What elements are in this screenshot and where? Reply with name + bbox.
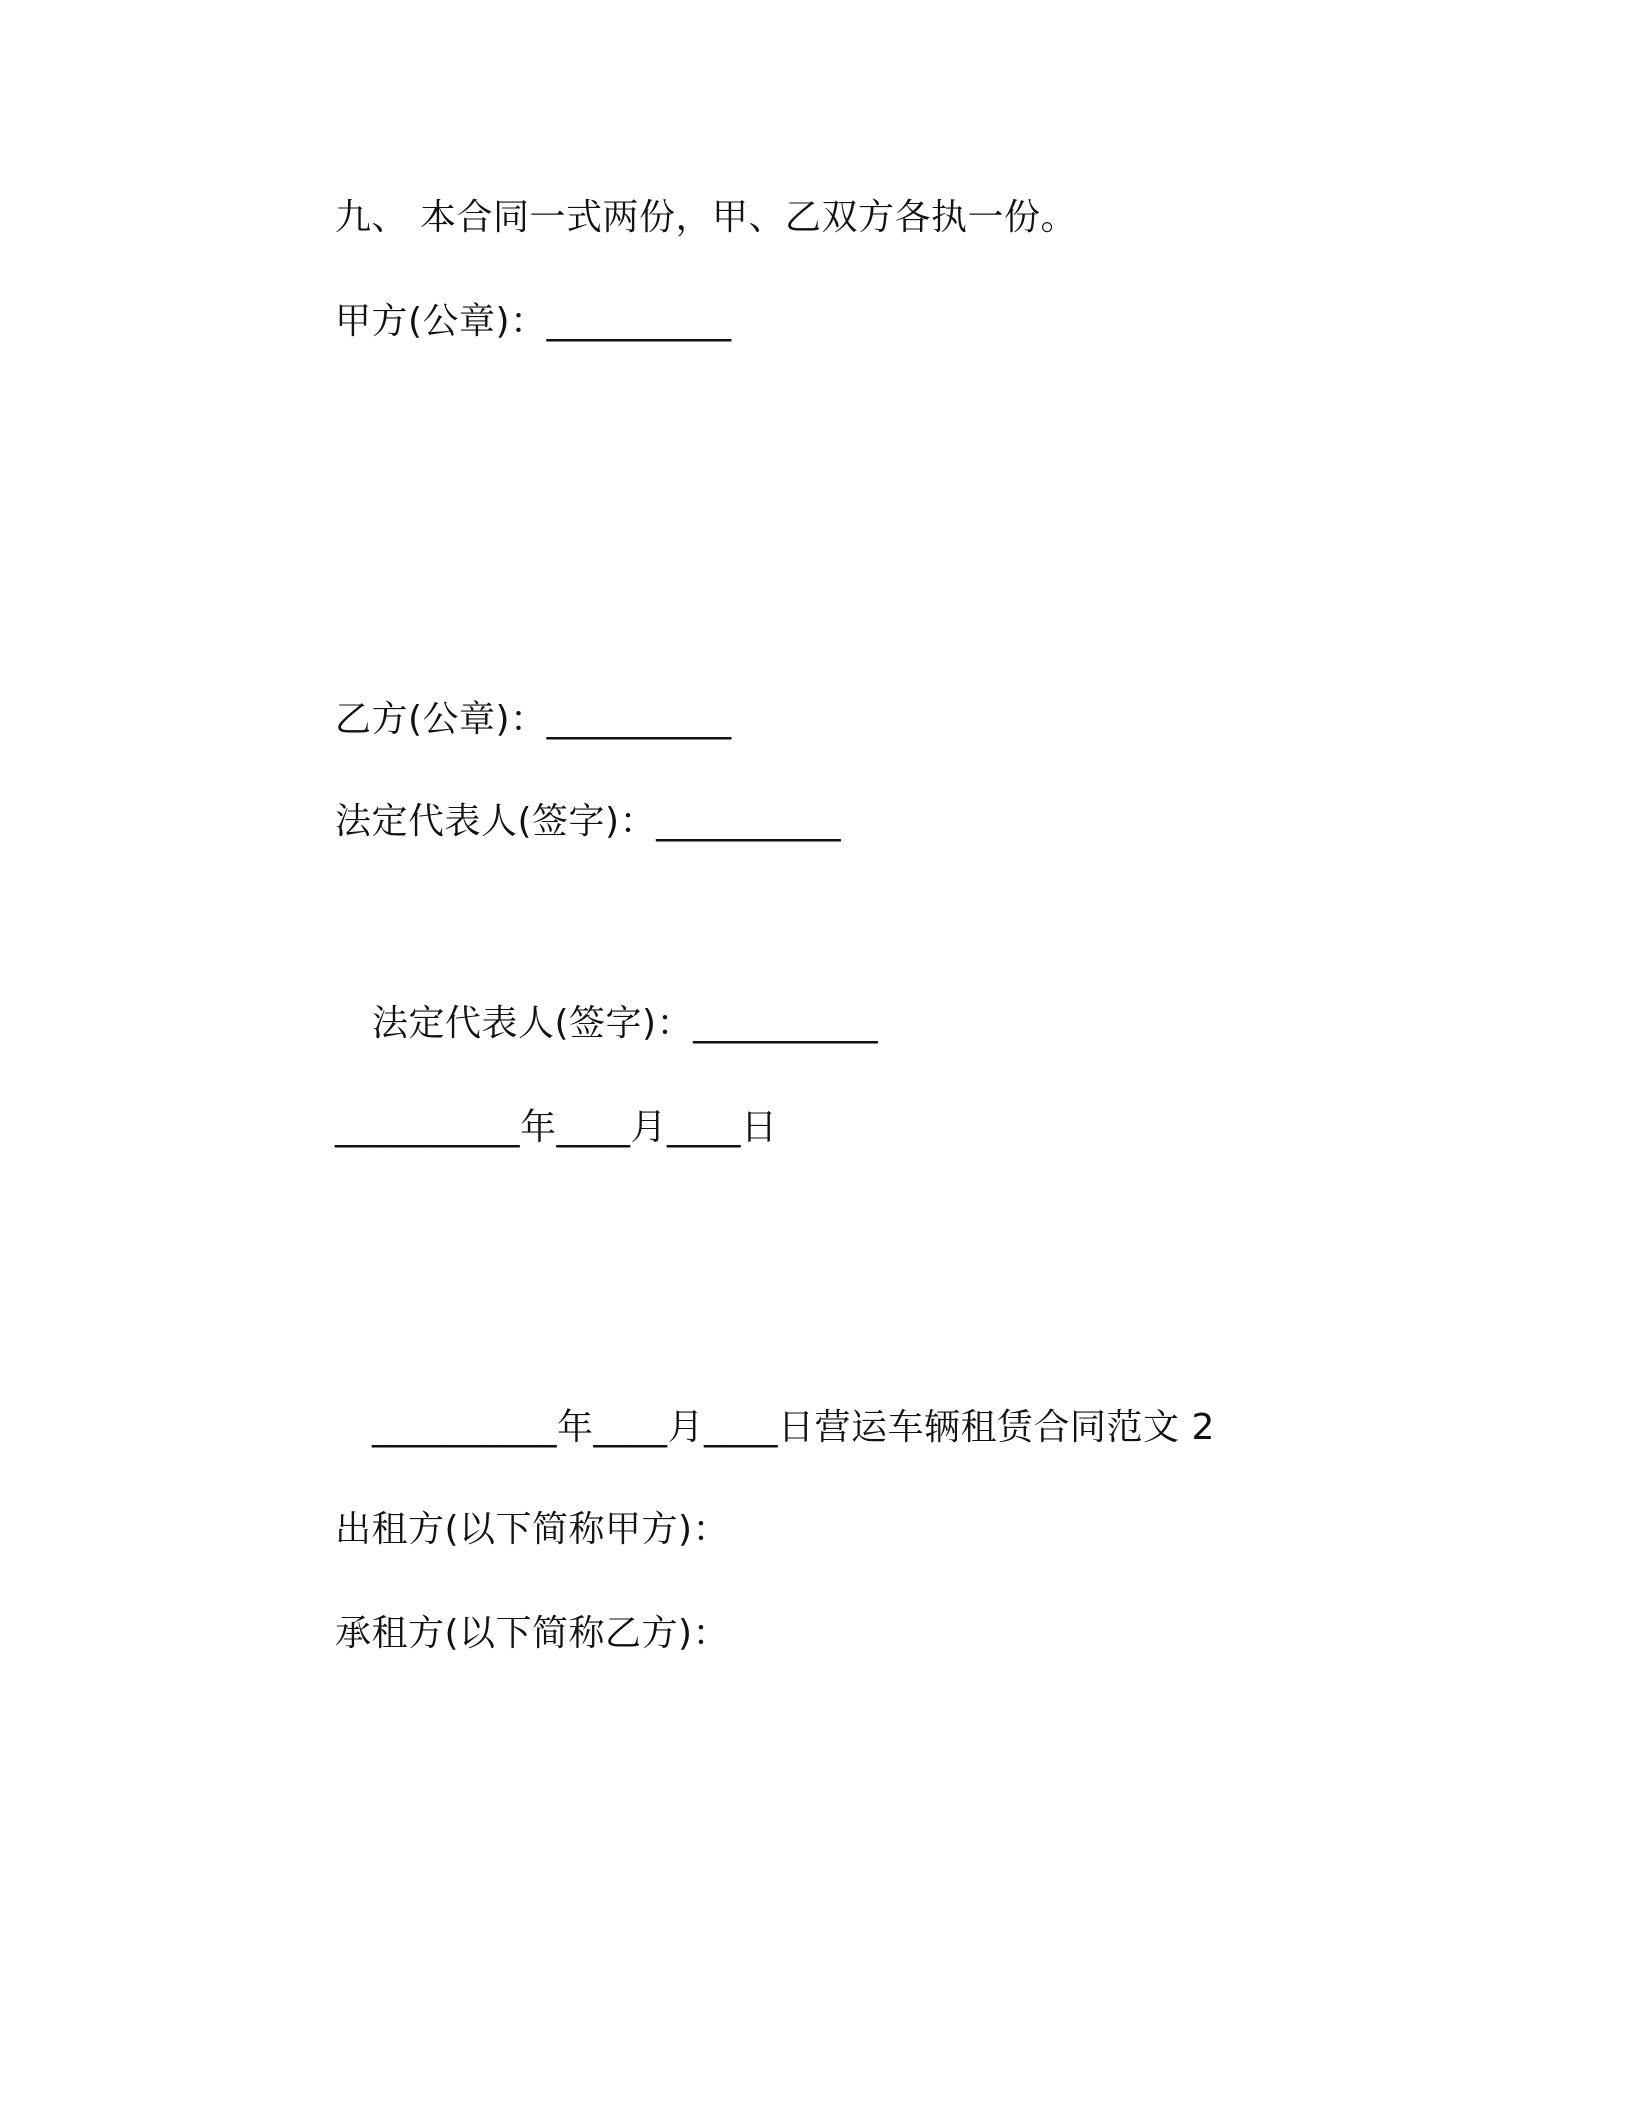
lessee-line: 承租方(以下简称乙方)： [335, 1613, 730, 1654]
contract-title-line: __________年____月____日营运车辆租赁合同范文 2 [372, 1407, 1215, 1448]
clause-nine-text: 九、 本合同一式两份，甲、乙双方各执一份。 [335, 197, 1077, 238]
legal-representative-signature-line-indented: 法定代表人(签字)：__________ [372, 1003, 879, 1044]
party-a-seal-line: 甲方(公章)：__________ [335, 301, 732, 342]
date-line: __________年____月____日 [335, 1107, 778, 1148]
party-b-seal-line: 乙方(公章)：__________ [335, 699, 732, 740]
lessor-line: 出租方(以下简称甲方)： [335, 1509, 730, 1550]
legal-representative-signature-line: 法定代表人(签字)：__________ [335, 801, 842, 842]
